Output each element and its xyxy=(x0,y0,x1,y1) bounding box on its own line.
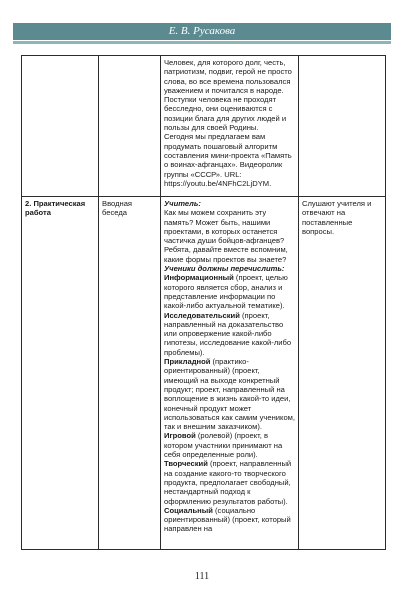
lesson-table xyxy=(21,55,386,550)
teacher-text: Как мы можем сохранить эту память? Может быть, нашими проектами, в которых останется частичка души бойцов-афганцев? Ребята, давайте вместе вспомним, какие формы проектов вы знаете? xyxy=(164,208,288,264)
project-type-item xyxy=(164,273,295,310)
page-number: 111 xyxy=(194,571,210,582)
student-activity-cell: Слушают учителя и отвечают на поставленные вопросы. xyxy=(299,197,386,550)
paragraph: Сегодня мы предлагаем вам продумать пошаговый алгоритм составления мини-проекта «Память о воинах-афганцах». Видеоролик группы «СССР». URL: https://youtu.be/4NFhC2LjDYM. xyxy=(164,132,292,188)
student-activity-cell xyxy=(299,56,386,197)
method-cell: Вводная беседа xyxy=(99,197,161,550)
project-type-desc: (проект, целью которого является сбор, анализ и представление информации по какой-либо актуальной тематике). xyxy=(164,273,288,311)
project-type-desc: (практико-ориентированный) (проект, имеющий на выходе конкретный продукт; проект, направленный на воплощение в жизнь какой-то идеи, конечный продукт может использоваться как самим учеником, так и внешним заказчиком). xyxy=(164,357,296,432)
stage-cell xyxy=(22,56,99,197)
project-type-item xyxy=(164,431,295,459)
project-type-term: Игровой xyxy=(164,431,196,441)
project-type-term: Информационный xyxy=(164,273,234,283)
table-row xyxy=(22,197,386,550)
teacher-label: Учитель: xyxy=(164,199,201,208)
method-cell xyxy=(99,56,161,197)
stage-cell: 2. Практическая работа xyxy=(22,197,99,550)
project-type-term: Творческий xyxy=(164,459,208,469)
project-type-item xyxy=(164,459,295,505)
project-type-term: Исследовательский xyxy=(164,310,240,320)
project-type-item xyxy=(164,506,295,534)
teacher-activity-cell xyxy=(161,56,299,197)
header-rule xyxy=(13,41,391,44)
students-label: Ученики должны перечислить: xyxy=(164,264,285,274)
page-header: Е. В. Русакова xyxy=(13,23,391,40)
project-type-desc: (ролевой) (проект, в котором участники принимают на себя определенные роли). xyxy=(164,431,283,460)
project-type-term: Прикладной xyxy=(164,357,211,367)
project-type-desc: (социально ориентированный) (проект, который направлен на xyxy=(164,505,291,534)
project-type-desc: (проект, направленный на доказательство или опровержение какой-либо гипотезы, исследование какой-либо проблемы). xyxy=(164,310,292,357)
paragraph: Человек, для которого долг, честь, патриотизм, подвиг, герой не просто слова, во все времена пользовался уважением и почитался в народе. Поступки человека не проходят бесследно, они оцениваются с позиции блага для других людей и пользы для своей Родины. xyxy=(164,58,292,133)
project-type-term: Социальный xyxy=(164,505,213,515)
project-type-desc: (проект, направленный на создание какого-то творческого продукта, предполагает свободный, нестандартный подход к оформлению результатов работы). xyxy=(164,459,292,506)
project-type-item xyxy=(164,357,295,431)
project-type-item xyxy=(164,311,295,357)
table-row xyxy=(22,56,386,197)
teacher-activity-cell xyxy=(161,197,299,550)
